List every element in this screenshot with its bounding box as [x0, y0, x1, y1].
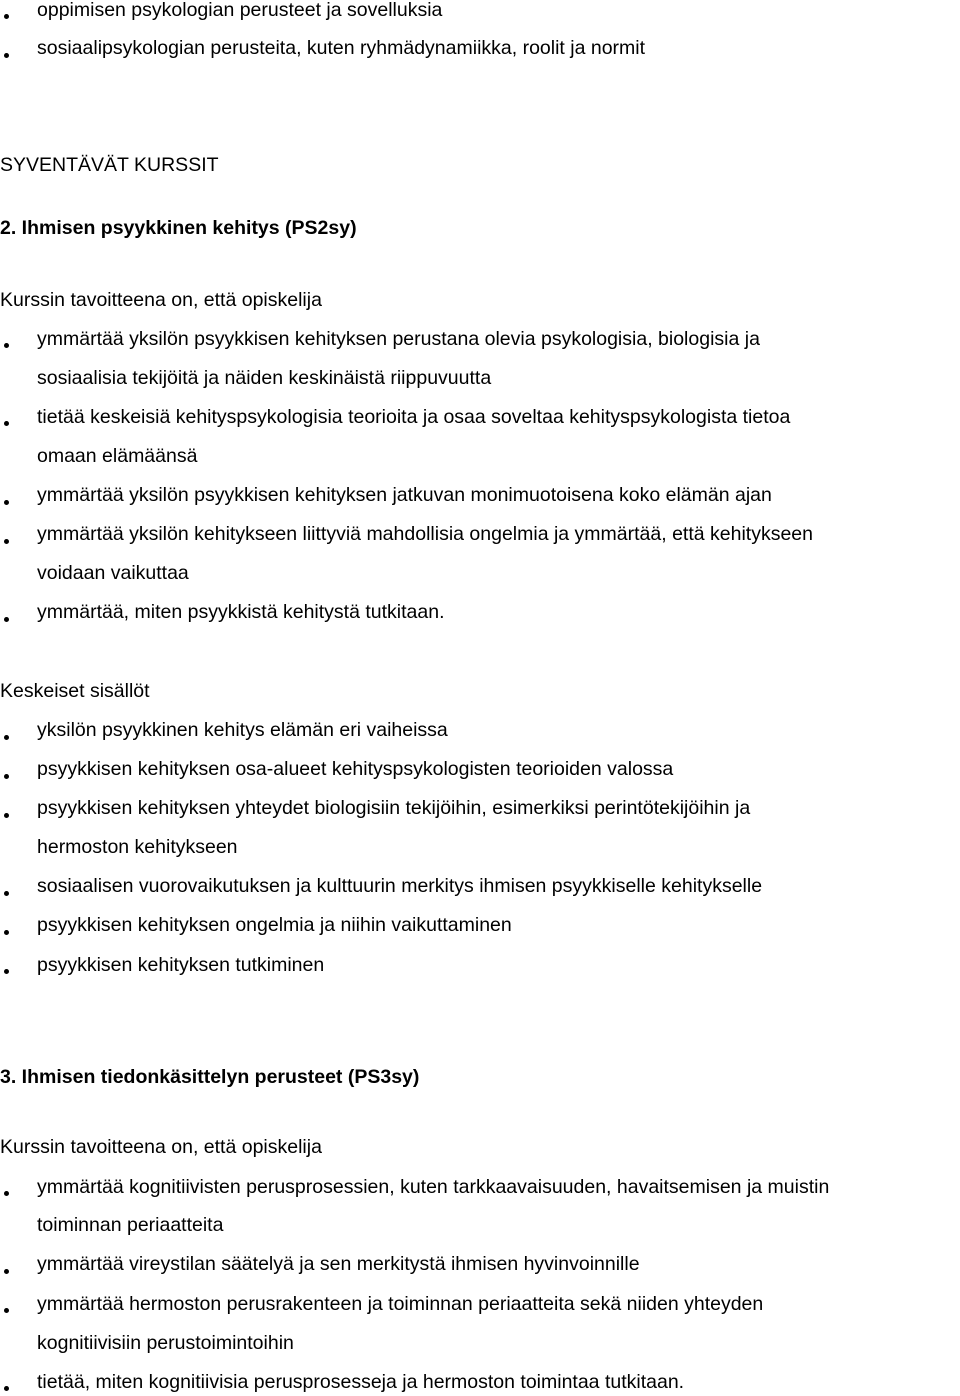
- list-item-text: tietää keskeisiä kehityspsykologisia teorioita ja osaa soveltaa kehityspsykologista tietoa: [37, 406, 791, 428]
- list-item-text-continued: omaan elämäänsä: [37, 445, 198, 467]
- bullet-icon: [4, 500, 9, 505]
- list-item-text-continued: sosiaalisia tekijöitä ja näiden keskinäistä riippuvuutta: [37, 367, 492, 389]
- goals-intro: Kurssin tavoitteena on, että opiskelija: [0, 289, 322, 311]
- list-item-text-continued: toiminnan periaatteita: [37, 1214, 224, 1236]
- bullet-icon: [4, 1269, 9, 1274]
- list-item-text: psyykkisen kehityksen yhteydet biologisiin tekijöihin, esimerkiksi perintötekijöihin ja: [37, 797, 751, 819]
- list-item-text: sosiaalipsykologian perusteita, kuten ryhmädynamiikka, roolit ja normit: [37, 37, 646, 59]
- bullet-icon: [4, 930, 9, 935]
- list-item-text-continued: voidaan vaikuttaa: [37, 562, 189, 584]
- list-item-text: sosiaalisen vuorovaikutuksen ja kulttuurin merkitys ihmisen psyykkiselle kehitykselle: [37, 875, 763, 897]
- list-item-text: yksilön psyykkinen kehitys elämän eri vaiheissa: [37, 719, 448, 741]
- bullet-icon: [4, 891, 9, 896]
- list-item-text: psyykkisen kehityksen osa-alueet kehityspsykologisten teorioiden valossa: [37, 758, 674, 780]
- list-item-text-continued: hermoston kehitykseen: [37, 836, 238, 858]
- list-item-text: ymmärtää hermoston perusrakenteen ja toiminnan periaatteita sekä niiden yhteyden: [37, 1293, 764, 1315]
- bullet-icon: [4, 735, 9, 740]
- list-item-text: oppimisen psykologian perusteet ja sovelluksia: [37, 0, 443, 21]
- list-item-text: tietää, miten kognitiivisia perusprosesseja ja hermoston toimintaa tutkitaan.: [37, 1371, 685, 1393]
- bullet-icon: [4, 1386, 9, 1391]
- course-title: 2. Ihmisen psyykkinen kehitys (PS2sy): [0, 217, 357, 239]
- section-heading: SYVENTÄVÄT KURSSIT: [0, 154, 219, 176]
- bullet-icon: [4, 1308, 9, 1313]
- bullet-icon: [4, 539, 9, 544]
- list-item-text: psyykkisen kehityksen ongelmia ja niihin vaikuttaminen: [37, 914, 512, 936]
- bullet-icon: [4, 969, 9, 974]
- bullet-icon: [4, 617, 9, 622]
- list-item-text: ymmärtää yksilön psyykkisen kehityksen perustana olevia psykologisia, biologisia ja: [37, 328, 760, 350]
- bullet-icon: [4, 813, 9, 818]
- bullet-icon: [4, 421, 9, 426]
- list-item-text: ymmärtää yksilön kehitykseen liittyviä mahdollisia ongelmia ja ymmärtää, että kehitykseen: [37, 523, 813, 545]
- bullet-icon: [4, 53, 9, 58]
- list-item-text: ymmärtää, miten psyykkistä kehitystä tutkitaan.: [37, 601, 445, 623]
- goals-intro: Kurssin tavoitteena on, että opiskelija: [0, 1136, 322, 1158]
- bullet-icon: [4, 1191, 9, 1196]
- list-item-text: ymmärtää yksilön psyykkisen kehityksen jatkuvan monimuotoisena koko elämän ajan: [37, 484, 772, 506]
- bullet-icon: [4, 774, 9, 779]
- course-title: 3. Ihmisen tiedonkäsittelyn perusteet (PS3sy): [0, 1066, 420, 1088]
- list-item-text: psyykkisen kehityksen tutkiminen: [37, 954, 325, 976]
- bullet-icon: [4, 14, 9, 19]
- bullet-icon: [4, 343, 9, 348]
- list-item-text: ymmärtää kognitiivisten perusprosessien, kuten tarkkaavaisuuden, havaitsemisen ja muistin: [37, 1176, 830, 1198]
- list-item-text-continued: kognitiivisiin perustoimintoihin: [37, 1332, 294, 1354]
- list-item-text: ymmärtää vireystilan säätelyä ja sen merkitystä ihmisen hyvinvoinnille: [37, 1253, 640, 1275]
- contents-heading: Keskeiset sisällöt: [0, 680, 150, 702]
